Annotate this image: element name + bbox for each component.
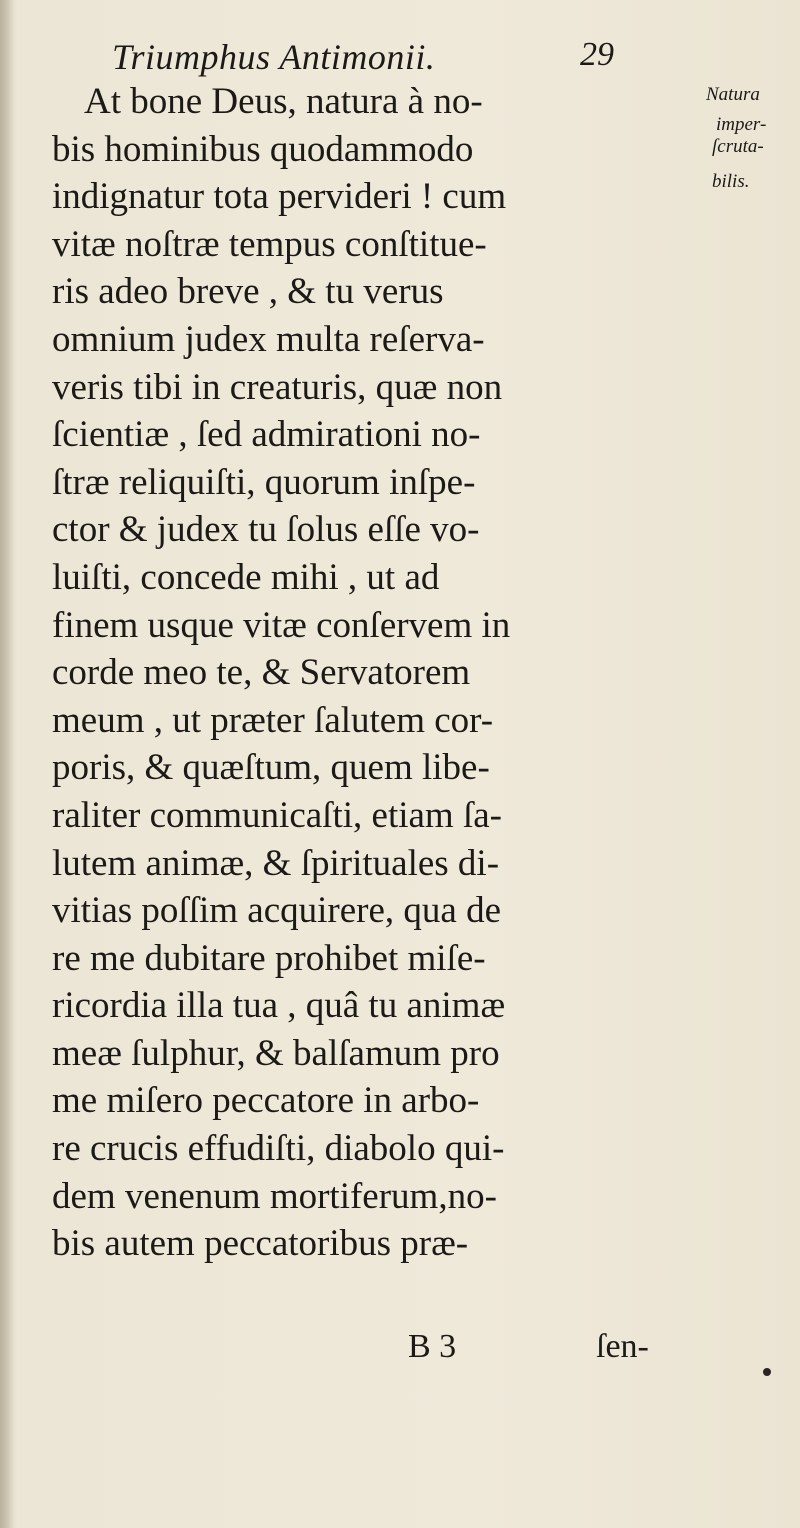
text-line: lutem animæ, & ſpirituales di- xyxy=(52,842,500,884)
body-text xyxy=(52,78,692,1268)
text-line: re me dubitare prohibet miſe- xyxy=(52,937,486,979)
text-line: ricordia illa tua , quâ tu animæ xyxy=(52,985,506,1027)
text-line: corde meo te, & Servatorem xyxy=(52,652,471,694)
text-line: meum , ut præter ſalutem cor- xyxy=(52,699,494,741)
text-line: ctor & judex tu ſolus eſſe vo- xyxy=(52,509,480,551)
catchword: ſen- xyxy=(596,1328,649,1365)
text-line: luiſti, concede mihi , ut ad xyxy=(52,556,440,598)
page-number: 29 xyxy=(580,36,614,73)
margin-note-line: ſcruta- xyxy=(712,136,764,157)
text-line: finem usque vitæ conſervem in xyxy=(52,604,511,646)
signature-mark: B 3 xyxy=(408,1328,457,1365)
text-line: meæ ſulphur, & balſamum pro xyxy=(52,1032,500,1074)
page-footer xyxy=(0,1328,800,1376)
text-line: At bone Deus, natura à no- xyxy=(84,81,483,122)
running-title: Triumphus Antimonii. xyxy=(112,37,436,77)
margin-note-line: imper- xyxy=(716,114,767,135)
margin-note-line: Natura xyxy=(706,84,760,105)
gutter-shadow xyxy=(0,0,14,1528)
text-line: bis hominibus quodammodo xyxy=(52,128,474,170)
text-line: indignatur tota pervideri ! cum xyxy=(52,176,507,218)
text-line: omnium judex multa reſerva- xyxy=(52,318,485,360)
ink-blot xyxy=(763,1368,771,1376)
text-line: veris tibi in creaturis, quæ non xyxy=(52,366,503,408)
text-line: me miſero peccatore in arbo- xyxy=(52,1080,480,1122)
text-line: dem venenum mortiferum,no- xyxy=(52,1175,497,1217)
margin-note-line: bilis. xyxy=(712,171,750,192)
text-line: ſtræ reliquiſti, quorum inſpe- xyxy=(52,461,476,503)
text-line: vitias poſſim acquirere, qua de xyxy=(52,890,501,932)
text-line: ſcientiæ , ſed admirationi no- xyxy=(52,414,481,456)
text-line: ris adeo breve , & tu verus xyxy=(52,271,444,313)
text-line: raliter communicaſti, etiam ſa- xyxy=(52,794,502,836)
text-line: re crucis effudiſti, diabolo qui- xyxy=(52,1128,505,1170)
text-line: vitæ noſtræ tempus conſtitue- xyxy=(52,223,487,265)
text-line: poris, & quæſtum, quem libe- xyxy=(52,747,490,789)
text-line: bis autem peccatoribus præ- xyxy=(52,1223,469,1265)
